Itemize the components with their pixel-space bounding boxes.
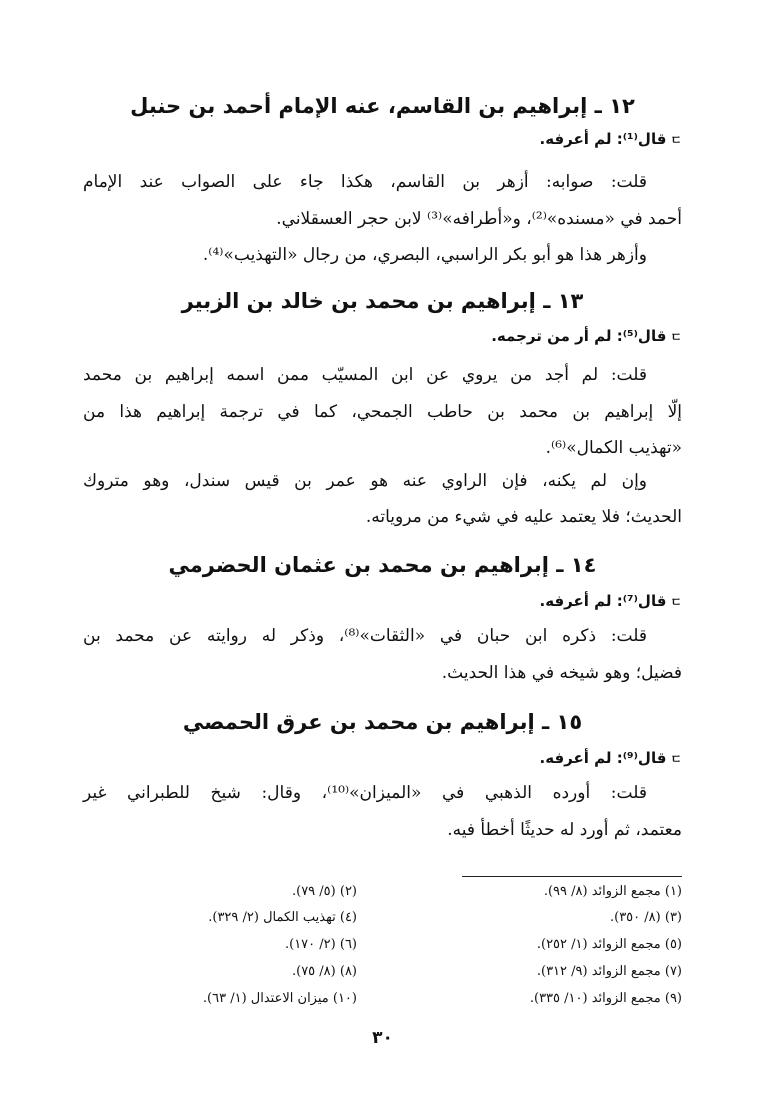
paragraph-line: قلت: صوابه: أزهر بن القاسم، هكذا جاء على الصواب عند الإمام (83, 172, 647, 192)
qal-line (540, 592, 682, 610)
paragraph-line: وإن لم يكنه، فإن الراوي عنه هو عمر بن قيس سندل، وهو متروك (83, 471, 647, 491)
qal-text: قال⁽⁵⁾: لم أر من ترجمه. (491, 327, 667, 345)
qal-marker: ㄷ (670, 752, 682, 766)
footnote: (٢) (٥/ ٧٩). (291, 884, 357, 899)
footnote: (٣) (٨/ ٣٥٠). (609, 910, 682, 925)
footnote: (٩) مجمع الزوائد (١٠/ ٣٣٥). (529, 991, 682, 1006)
footnote: (٧) مجمع الزوائد (٩/ ٣١٢). (536, 964, 682, 979)
qal-line (491, 327, 682, 345)
section-heading: ١٤ ـ إبراهيم بن محمد بن عثمان الحضرمي (168, 553, 597, 577)
section-heading: ١٢ ـ إبراهيم بن القاسم، عنه الإمام أحمد بن حنبل (130, 94, 635, 118)
footnote: (١٠) ميزان الاعتدال (١/ ٦٣). (202, 991, 357, 1006)
paragraph-line: أحمد في «مسنده»⁽²⁾، و«أطرافه»⁽³⁾ لابن حجر العسقلاني. (276, 209, 682, 229)
paragraph-line: إلّا إبراهيم بن محمد بن حاطب الجمحي، كما في ترجمة إبراهيم هذا من (83, 402, 682, 422)
section-heading: ١٣ ـ إبراهيم بن محمد بن خالد بن الزبير (181, 289, 584, 313)
qal-marker: ㄷ (670, 133, 682, 147)
qal-text: قال⁽⁹⁾: لم أعرفه. (539, 749, 667, 767)
qal-line (540, 749, 682, 767)
paragraph-line: معتمد، ثم أورد له حديثًا أخطأ فيه. (447, 820, 682, 840)
qal-marker: ㄷ (670, 595, 682, 609)
paragraph-line: قلت: ذكره ابن حبان في «الثقات»⁽⁸⁾، وذكر له روايته عن محمد بن (83, 626, 647, 646)
paragraph-line: «تهذيب الكمال»⁽⁶⁾. (545, 438, 682, 458)
paragraph-line: قلت: لم أجد من يروي عن ابن المسيّب ممن اسمه إبراهيم بن محمد (83, 365, 647, 385)
page-number: ٣٠ (372, 1028, 393, 1048)
footnote: (٨) (٨/ ٧٥). (291, 964, 357, 979)
paragraph-line: الحديث؛ فلا يعتمد عليه في شيء من مروياته. (365, 507, 682, 527)
paragraph-line: قلت: أورده الذهبي في «الميزان»⁽¹⁰⁾، وقال: شيخ للطبراني غير (83, 783, 647, 803)
footnote: (٥) مجمع الزوائد (١/ ٢٥٢). (536, 937, 682, 952)
qal-text: قال⁽¹⁾: لم أعرفه. (539, 130, 667, 148)
qal-line (540, 130, 682, 148)
paragraph-line: وأزهر هذا هو أبو بكر الراسبي، البصري، من رجال «التهذيب»⁽⁴⁾. (202, 245, 647, 265)
qal-text: قال⁽⁷⁾: لم أعرفه. (539, 592, 667, 610)
footnote-separator (462, 876, 682, 877)
paragraph-line: فضيل؛ وهو شيخه في هذا الحديث. (441, 663, 682, 683)
footnote: (١) مجمع الزوائد (٨/ ٩٩). (543, 884, 682, 899)
footnote: (٤) تهذيب الكمال (٢/ ٣٢٩). (208, 910, 357, 925)
section-heading: ١٥ ـ إبراهيم بن محمد بن عرق الحمصي (182, 710, 583, 734)
footnote: (٦) (٢/ ١٧٠). (284, 937, 357, 952)
qal-marker: ㄷ (670, 330, 682, 344)
